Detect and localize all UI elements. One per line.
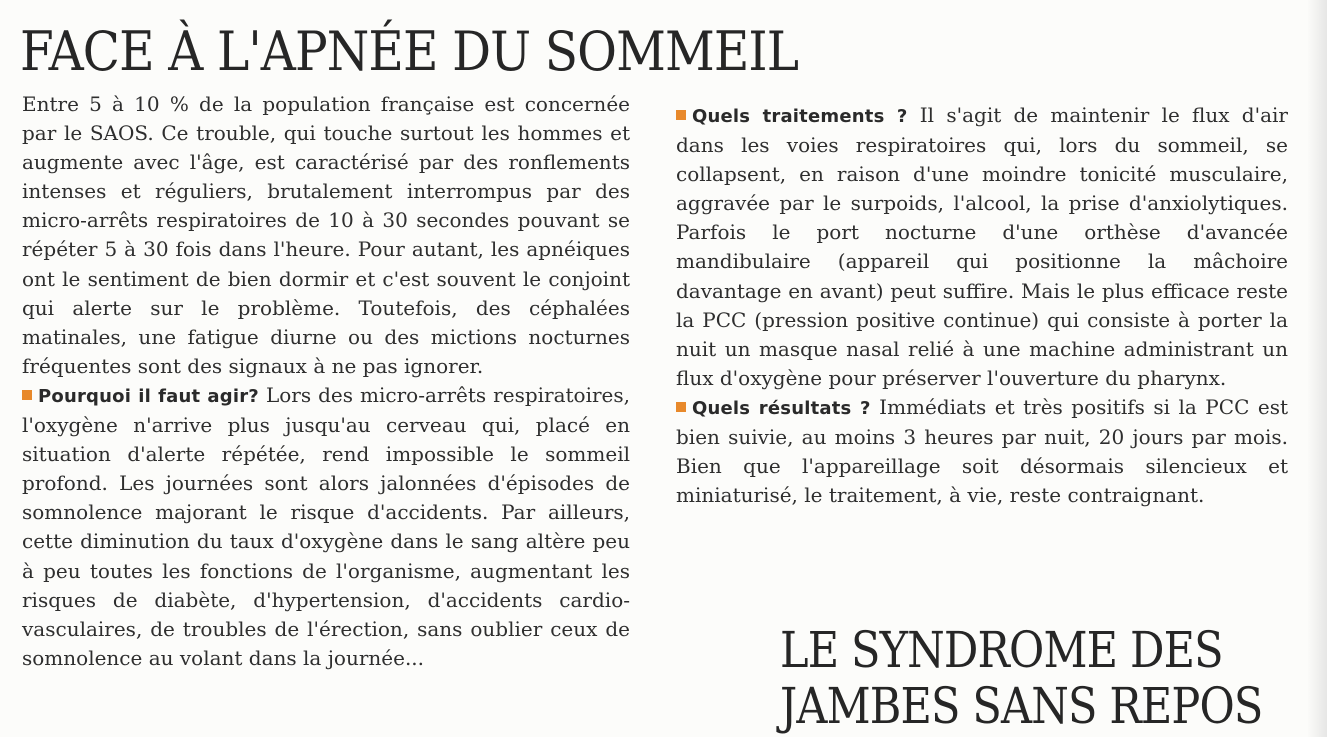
section-treatments-text: Il s'agit de maintenir le flux d'air dans les voies respiratoires qui, lors du sommeil, se collapsent, en raison d'une moindre tonicité musculaire, aggravée par le surpoids, l'alcool, la prise d'anxiolytiques. Parfois le port nocturne d'une orthèse d'avancée mandibulaire (appareil qui positionne la mâchoire davantage en avant) peut suffire. Mais le plus efficace reste la PCC (pression positive continue) qui consiste à porter la nuit un masque nasal relié à une machine administrant un flux d'oxygène pour préserver l'ouverture du pharynx. (676, 103, 1288, 390)
left-column (22, 90, 630, 673)
right-column (676, 101, 1288, 510)
section-why-act-text: Lors des micro-arrêts respiratoires, l'oxygène n'arrive plus jusqu'au cerveau qui, placé en situation d'alerte répétée, rend impossible le sommeil profond. Les journées sont alors jalonnées d'épisodes de somnolence majorant le risque d'accidents. Par ailleurs, cette diminution du taux d'oxygène dans le sang altère peu à peu toutes les fonctions de l'organisme, augmentant les risques de diabète, d'hypertension, d'accidents cardio-vasculaires, de troubles de l'érection, sans oublier ceux de somnolence au volant dans la journée... (22, 382, 631, 670)
orange-square-bullet (676, 402, 686, 412)
next-headline-line-1: LE SYNDROME DES (780, 621, 1223, 679)
next-headline-line-2: JAMBES SANS REPOS (780, 677, 1263, 735)
section-results (676, 393, 1288, 510)
orange-square-bullet (22, 390, 32, 400)
orange-square-bullet (676, 110, 686, 120)
section-why-act-title: Pourquoi il faut agir? (38, 385, 259, 407)
section-treatments-title: Quels traitements ? (692, 106, 908, 127)
article-headline: FACE À L'APNÉE DU SOMMEIL (20, 20, 799, 83)
section-why-act (22, 381, 630, 673)
section-results-text: Immédiats et très positifs si la PCC est bien suivie, au moins 3 heures par nuit, 20 jours par mois. Bien que l'appareillage soit désormais silencieux et miniaturisé, le traitement, à vie, reste contraignant. (676, 394, 1288, 508)
next-article-headline (780, 622, 1262, 734)
page-edge-shadow (1307, 0, 1327, 737)
section-treatments (676, 101, 1288, 393)
section-results-title: Quels résultats ? (692, 397, 871, 419)
intro-paragraph: Entre 5 à 10 % de la population française est concernée par le SAOS. Ce trouble, qui touche surtout les hommes et augmente avec l'âge, est caractérisé par des ronflements intenses et réguliers, brutalement interrompus par des micro-arrêts respiratoires de 10 à 30 secondes pouvant se répéter 5 à 30 fois dans l'heure. Pour autant, les apnéiques ont le sentiment de bien dormir et c'est souvent le conjoint qui alerte sur le problème. Toutefois, des céphalées matinales, une fatigue diurne ou des mictions nocturnes fréquentes sont des signaux à ne pas ignorer. (22, 92, 630, 378)
